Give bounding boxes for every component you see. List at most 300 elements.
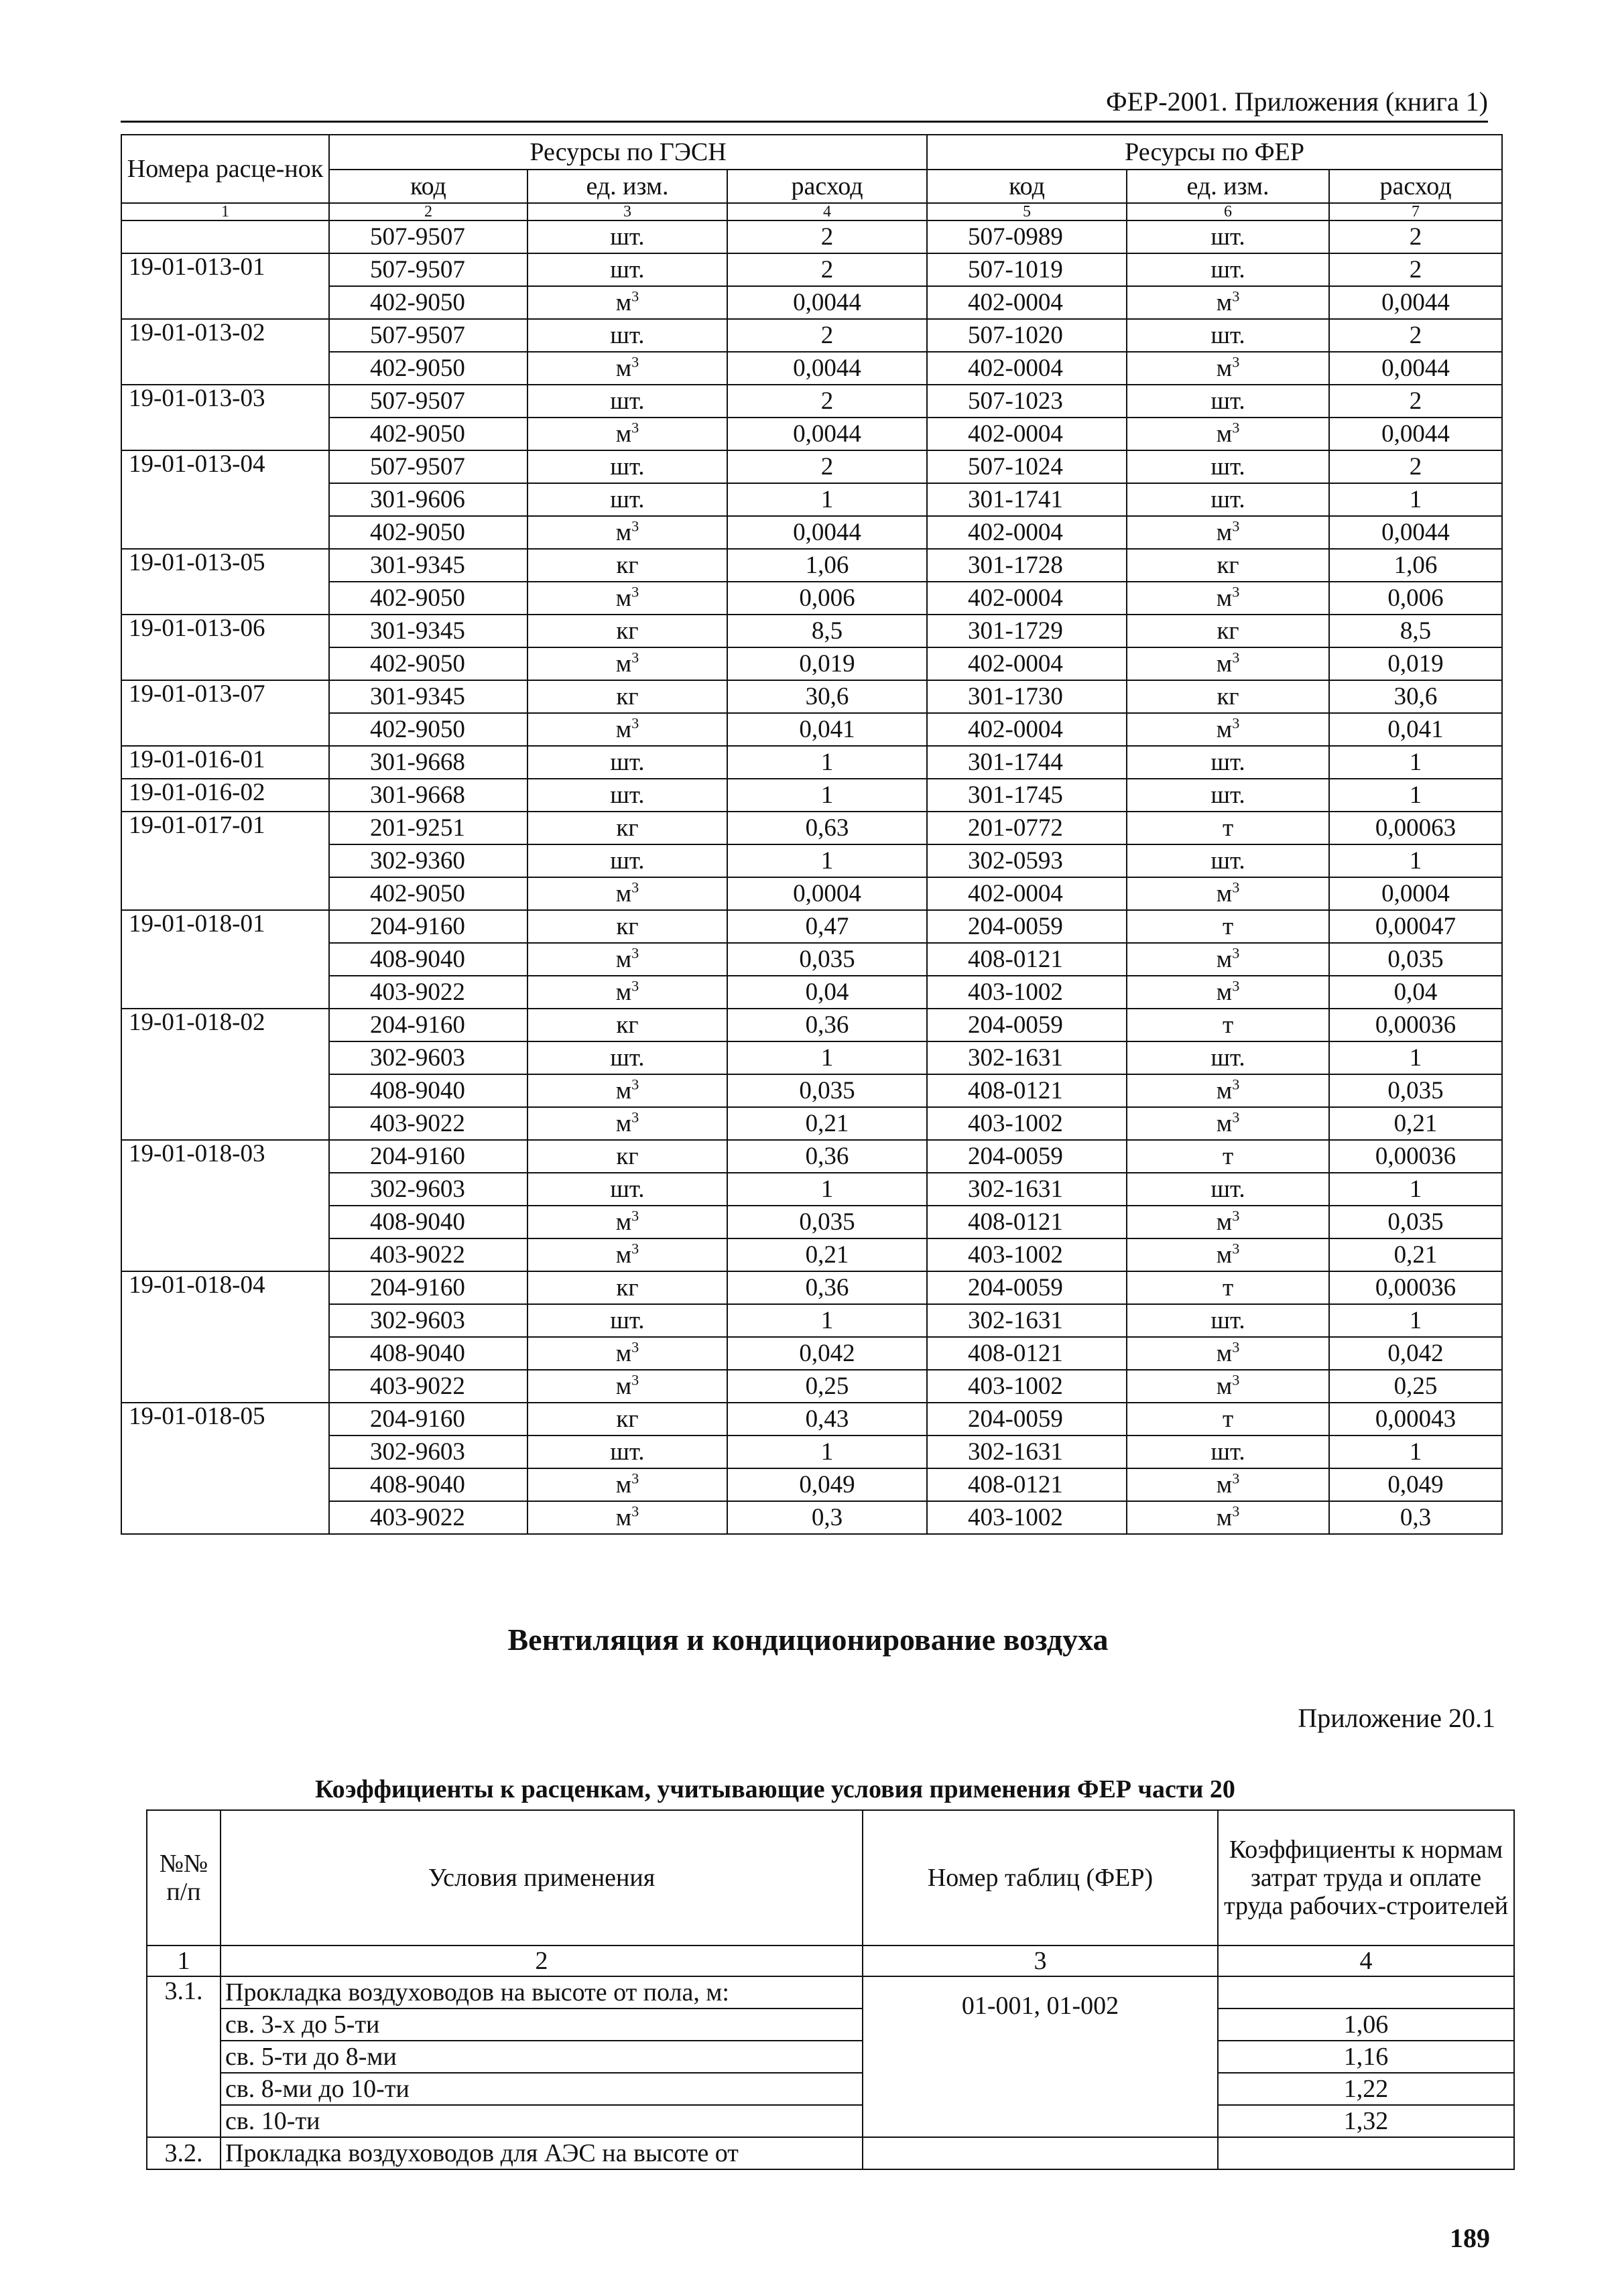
fer-code-cell: 402-0004 [927, 418, 1127, 450]
fer-qty-cell: 2 [1329, 220, 1502, 253]
fer-qty-cell: 1 [1329, 1041, 1502, 1074]
group-gesn-header: Ресурсы по ГЭСН [329, 135, 927, 170]
unit-cell: шт. [527, 1304, 727, 1337]
gesn-qty-cell: 0,035 [727, 1074, 927, 1107]
gesn-qty-cell: 1 [727, 746, 927, 779]
gesn-qty-cell: 1 [727, 1304, 927, 1337]
fer-code-cell: 302-0593 [927, 844, 1127, 877]
unit-superscript: 3 [631, 1240, 639, 1257]
fer-qty-cell: 0,035 [1329, 943, 1502, 976]
gesn-code-cell: 204-9160 [329, 1403, 527, 1436]
unit-cell [527, 647, 727, 680]
unit-cell: шт. [1127, 450, 1329, 483]
gesn-code-cell: 204-9160 [329, 1009, 527, 1041]
unit-base: м [1216, 1339, 1233, 1367]
unit-base: м [1216, 715, 1233, 743]
section-title: Вентиляция и кондиционирование воздуха [507, 1622, 1109, 1657]
fer-qty-cell: 0,00043 [1329, 1403, 1502, 1436]
unit-cell [527, 418, 727, 450]
gesn-qty-cell: 0,049 [727, 1468, 927, 1501]
gesn-code-cell: 403-9022 [329, 1238, 527, 1271]
gesn-code-cell: 302-9603 [329, 1436, 527, 1468]
unit-base: м [1216, 978, 1233, 1006]
unit-base: м [615, 879, 632, 907]
fer-code-cell: 507-1020 [927, 319, 1127, 352]
condition-cell: Прокладка воздуховодов на высоте от пола, м: [221, 1976, 863, 2008]
gesn-qty-cell: 30,6 [727, 680, 927, 713]
unit-base: м [1216, 1240, 1233, 1269]
gesn-qty-cell: 0,21 [727, 1238, 927, 1271]
unit-cell: кг [527, 812, 727, 844]
unit-cell [1127, 352, 1329, 385]
unit-cell: шт. [527, 220, 727, 253]
gesn-code-cell: 402-9050 [329, 713, 527, 746]
unit-base: м [615, 1240, 632, 1269]
unit-superscript: 3 [1232, 944, 1240, 962]
fer-qty-cell: 1 [1329, 844, 1502, 877]
rate-number-cell: 19-01-018-02 [121, 1009, 329, 1140]
unit-cell: кг [1127, 549, 1329, 582]
fer-code-cell: 302-1631 [927, 1304, 1127, 1337]
unit-cell: шт. [1127, 483, 1329, 516]
fer-code-cell: 402-0004 [927, 713, 1127, 746]
fer-qty-cell: 1,06 [1329, 549, 1502, 582]
gesn-code-cell: 402-9050 [329, 582, 527, 615]
unit-cell: т [1127, 910, 1329, 943]
gesn-qty-cell: 0,0044 [727, 352, 927, 385]
gesn-code-cell: 403-9022 [329, 1501, 527, 1534]
gesn-qty-cell: 1 [727, 1436, 927, 1468]
unit-cell: шт. [527, 779, 727, 812]
rate-number-cell [121, 220, 329, 253]
unit-cell: т [1127, 1140, 1329, 1173]
gesn-code-cell: 403-9022 [329, 1107, 527, 1140]
fer-qty-cell: 0,00036 [1329, 1009, 1502, 1041]
fer-qty-cell: 0,04 [1329, 976, 1502, 1009]
sub-code-gesn: код [329, 170, 527, 203]
unit-cell: шт. [527, 746, 727, 779]
fer-code-cell: 402-0004 [927, 352, 1127, 385]
unit-cell [527, 877, 727, 910]
fer-code-cell: 402-0004 [927, 877, 1127, 910]
unit-cell: шт. [527, 483, 727, 516]
unit-cell: шт. [527, 1041, 727, 1074]
unit-cell: шт. [1127, 844, 1329, 877]
gesn-code-cell: 402-9050 [329, 516, 527, 549]
unit-cell [1127, 1370, 1329, 1403]
fer-qty-cell: 0,0044 [1329, 286, 1502, 319]
fer-qty-cell: 1 [1329, 746, 1502, 779]
table-row [121, 450, 1502, 483]
fer-code-cell: 507-0989 [927, 220, 1127, 253]
row-number: 3.2. [147, 2137, 221, 2169]
fer-code-cell: 507-1023 [927, 385, 1127, 418]
unit-superscript: 3 [1232, 1470, 1240, 1487]
fer-code-cell: 507-1024 [927, 450, 1127, 483]
gesn-qty-cell: 0,43 [727, 1403, 927, 1436]
gesn-code-cell: 301-9345 [329, 680, 527, 713]
unit-cell [1127, 1337, 1329, 1370]
coef-cell: 1,06 [1218, 2008, 1514, 2041]
fer-code-cell: 301-1729 [927, 615, 1127, 647]
unit-base: м [615, 945, 632, 973]
table-row [121, 812, 1502, 844]
gesn-qty-cell: 2 [727, 253, 927, 286]
unit-base: м [1216, 1372, 1233, 1400]
col-cond-header: Условия применения [221, 1810, 863, 1946]
unit-cell [527, 1501, 727, 1534]
gesn-qty-cell: 0,0044 [727, 286, 927, 319]
unit-base: м [1216, 1109, 1233, 1137]
fer-code-cell: 402-0004 [927, 516, 1127, 549]
fer-qty-cell: 0,25 [1329, 1370, 1502, 1403]
unit-base: м [615, 1076, 632, 1104]
unit-base: м [1216, 879, 1233, 907]
unit-superscript: 3 [631, 977, 639, 995]
condition-cell: св. 10-ти [221, 2105, 863, 2137]
fer-code-cell: 204-0059 [927, 1009, 1127, 1041]
unit-cell: шт. [1127, 385, 1329, 418]
unit-superscript: 3 [631, 1470, 639, 1487]
fer-qty-cell: 1 [1329, 1304, 1502, 1337]
unit-superscript: 3 [631, 1503, 639, 1520]
unit-cell [1127, 943, 1329, 976]
condition-cell: св. 5-ти до 8-ми [221, 2041, 863, 2073]
table-row [147, 2137, 1514, 2169]
rate-number-cell: 19-01-017-01 [121, 812, 329, 910]
fer-qty-cell: 0,21 [1329, 1107, 1502, 1140]
column-number: 3 [863, 1946, 1218, 1976]
unit-superscript: 3 [1232, 1108, 1240, 1126]
unit-cell: кг [527, 1140, 727, 1173]
unit-superscript: 3 [631, 419, 639, 436]
fer-code-cell: 408-0121 [927, 943, 1127, 976]
fer-code-cell: 201-0772 [927, 812, 1127, 844]
unit-cell [1127, 1107, 1329, 1140]
unit-cell: шт. [527, 319, 727, 352]
unit-cell: шт. [1127, 1041, 1329, 1074]
fer-code-cell: 403-1002 [927, 1370, 1127, 1403]
table-row [121, 385, 1502, 418]
unit-cell: кг [527, 1403, 727, 1436]
condition-cell: св. 8-ми до 10-ти [221, 2073, 863, 2105]
gesn-code-cell: 402-9050 [329, 877, 527, 910]
unit-superscript: 3 [1232, 1207, 1240, 1224]
gesn-qty-cell: 1 [727, 483, 927, 516]
fer-code-cell: 403-1002 [927, 1238, 1127, 1271]
gesn-code-cell: 201-9251 [329, 812, 527, 844]
gesn-code-cell: 204-9160 [329, 1271, 527, 1304]
fer-qty-cell: 1 [1329, 1173, 1502, 1206]
unit-cell [1127, 516, 1329, 549]
unit-cell [527, 1370, 727, 1403]
fer-qty-cell: 0,0044 [1329, 352, 1502, 385]
unit-superscript: 3 [631, 288, 639, 305]
rate-number-cell: 19-01-013-02 [121, 319, 329, 385]
unit-cell [1127, 418, 1329, 450]
table-row [121, 746, 1502, 779]
fer-code-cell: 408-0121 [927, 1337, 1127, 1370]
gesn-code-cell: 301-9606 [329, 483, 527, 516]
gesn-code-cell: 408-9040 [329, 1337, 527, 1370]
gesn-code-cell: 402-9050 [329, 418, 527, 450]
unit-cell [527, 943, 727, 976]
fer-qty-cell: 0,00063 [1329, 812, 1502, 844]
unit-cell: шт. [1127, 319, 1329, 352]
gesn-code-cell: 408-9040 [329, 1468, 527, 1501]
gesn-code-cell: 403-9022 [329, 976, 527, 1009]
condition-cell: Прокладка воздуховодов для АЭС на высоте от [221, 2137, 863, 2169]
unit-base: м [615, 1339, 632, 1367]
column-number: 4 [1218, 1946, 1514, 1976]
rate-number-cell: 19-01-018-03 [121, 1140, 329, 1271]
fer-qty-cell: 0,0004 [1329, 877, 1502, 910]
unit-cell [527, 516, 727, 549]
unit-cell: т [1127, 812, 1329, 844]
coef-cell: 1,22 [1218, 2073, 1514, 2105]
table-row [147, 2073, 1514, 2105]
sub-unit-fer: ед. изм. [1127, 170, 1329, 203]
fer-qty-cell: 0,035 [1329, 1206, 1502, 1238]
column-number: 2 [329, 203, 527, 220]
unit-cell: кг [527, 680, 727, 713]
unit-superscript: 3 [631, 353, 639, 371]
table-row [121, 680, 1502, 713]
unit-superscript: 3 [631, 1076, 639, 1093]
gesn-code-cell: 402-9050 [329, 352, 527, 385]
unit-superscript: 3 [1232, 1371, 1240, 1389]
unit-cell: шт. [1127, 1436, 1329, 1468]
gesn-qty-cell: 0,0044 [727, 516, 927, 549]
fer-code-cell: 204-0059 [927, 1271, 1127, 1304]
unit-base: м [1216, 354, 1233, 382]
rate-number-cell: 19-01-016-02 [121, 779, 329, 812]
unit-cell: шт. [1127, 253, 1329, 286]
unit-cell: шт. [1127, 746, 1329, 779]
gesn-code-cell: 507-9507 [329, 253, 527, 286]
unit-base: м [615, 518, 632, 546]
unit-base: м [615, 1470, 632, 1498]
unit-superscript: 3 [631, 1207, 639, 1224]
rate-number-cell: 19-01-016-01 [121, 746, 329, 779]
fer-qty-cell: 2 [1329, 319, 1502, 352]
fer-code-cell: 402-0004 [927, 286, 1127, 319]
gesn-qty-cell: 0,035 [727, 1206, 927, 1238]
row-number: 3.1. [147, 1976, 221, 2137]
unit-cell: кг [527, 615, 727, 647]
table-row [121, 253, 1502, 286]
column-number-row [121, 203, 1502, 220]
fer-qty-cell: 2 [1329, 253, 1502, 286]
fer-qty-cell: 0,019 [1329, 647, 1502, 680]
fer-code-cell: 408-0121 [927, 1468, 1127, 1501]
table-row [121, 220, 1502, 253]
table-row [121, 1009, 1502, 1041]
unit-superscript: 3 [631, 879, 639, 896]
unit-superscript: 3 [631, 649, 639, 666]
unit-cell: шт. [527, 844, 727, 877]
header-title: ФЕР-2001. Приложения (книга 1) [1106, 86, 1488, 117]
col-table-header: Номер таблиц (ФЕР) [863, 1810, 1218, 1946]
fer-qty-cell: 1 [1329, 483, 1502, 516]
page-number: 189 [1450, 2223, 1490, 2253]
unit-cell: кг [527, 1009, 727, 1041]
appendix-label: Приложение 20.1 [1298, 1703, 1495, 1733]
coef-cell: 1,16 [1218, 2041, 1514, 2073]
unit-cell [527, 976, 727, 1009]
fer-code-cell: 403-1002 [927, 1107, 1127, 1140]
gesn-code-cell: 507-9507 [329, 450, 527, 483]
fer-code-cell: 301-1741 [927, 483, 1127, 516]
unit-superscript: 3 [1232, 1240, 1240, 1257]
coef-cell [1218, 2137, 1514, 2169]
unit-cell: шт. [527, 450, 727, 483]
column-number: 6 [1127, 203, 1329, 220]
fer-qty-cell: 2 [1329, 385, 1502, 418]
table-row [121, 1140, 1502, 1173]
fer-code-cell: 403-1002 [927, 1501, 1127, 1534]
unit-cell: шт. [1127, 779, 1329, 812]
gesn-qty-cell: 2 [727, 450, 927, 483]
gesn-qty-cell: 0,041 [727, 713, 927, 746]
sub-unit-gesn: ед. изм. [527, 170, 727, 203]
unit-base: м [615, 354, 632, 382]
unit-base: м [1216, 1470, 1233, 1498]
fer-code-cell: 204-0059 [927, 910, 1127, 943]
fer-qty-cell: 0,00047 [1329, 910, 1502, 943]
fer-qty-cell: 0,006 [1329, 582, 1502, 615]
table-row [147, 2008, 1514, 2041]
unit-base: м [615, 1208, 632, 1236]
table-row [147, 1976, 1514, 2008]
gesn-code-cell: 301-9668 [329, 746, 527, 779]
unit-cell [527, 582, 727, 615]
unit-cell: т [1127, 1403, 1329, 1436]
unit-base: м [1216, 649, 1233, 678]
gesn-code-cell: 302-9360 [329, 844, 527, 877]
unit-superscript: 3 [1232, 353, 1240, 371]
col-num-header: №№ п/п [147, 1810, 221, 1946]
unit-cell: кг [527, 549, 727, 582]
unit-cell [527, 286, 727, 319]
unit-superscript: 3 [1232, 517, 1240, 535]
fer-qty-cell: 8,5 [1329, 615, 1502, 647]
table-row [121, 1271, 1502, 1304]
unit-base: м [615, 420, 632, 448]
rate-number-cell: 19-01-018-04 [121, 1271, 329, 1403]
gesn-qty-cell: 8,5 [727, 615, 927, 647]
table-row [121, 549, 1502, 582]
fer-code-cell: 302-1631 [927, 1436, 1127, 1468]
unit-cell [527, 1107, 727, 1140]
unit-superscript: 3 [1232, 649, 1240, 666]
table-row [147, 2105, 1514, 2137]
fer-qty-cell: 0,0044 [1329, 418, 1502, 450]
fer-code-cell: 402-0004 [927, 647, 1127, 680]
gesn-code-cell: 302-9603 [329, 1173, 527, 1206]
fer-code-cell: 408-0121 [927, 1074, 1127, 1107]
gesn-code-cell: 402-9050 [329, 647, 527, 680]
gesn-code-cell: 301-9668 [329, 779, 527, 812]
unit-cell [1127, 286, 1329, 319]
unit-superscript: 3 [1232, 977, 1240, 995]
unit-base: м [615, 649, 632, 678]
fer-code-cell: 408-0121 [927, 1206, 1127, 1238]
unit-cell: кг [1127, 615, 1329, 647]
unit-superscript: 3 [631, 1108, 639, 1126]
fer-code-cell: 301-1728 [927, 549, 1127, 582]
rate-number-cell: 19-01-013-03 [121, 385, 329, 450]
gesn-code-cell: 302-9603 [329, 1304, 527, 1337]
unit-superscript: 3 [631, 944, 639, 962]
unit-cell [1127, 1468, 1329, 1501]
gesn-qty-cell: 1 [727, 779, 927, 812]
rate-number-cell: 19-01-013-07 [121, 680, 329, 746]
unit-cell [1127, 1501, 1329, 1534]
fer-qty-cell: 1 [1329, 1436, 1502, 1468]
unit-cell [1127, 647, 1329, 680]
table-row [121, 319, 1502, 352]
fer-qty-cell: 1 [1329, 779, 1502, 812]
table-row [121, 779, 1502, 812]
column-number: 2 [221, 1946, 863, 1976]
fer-code-cell: 204-0059 [927, 1140, 1127, 1173]
coefficients-table [146, 1809, 1515, 2170]
unit-superscript: 3 [631, 517, 639, 535]
unit-cell: шт. [527, 1173, 727, 1206]
sub-code-fer: код [927, 170, 1127, 203]
unit-cell: т [1127, 1271, 1329, 1304]
fer-qty-cell: 0,042 [1329, 1337, 1502, 1370]
gesn-code-cell: 408-9040 [329, 1074, 527, 1107]
unit-cell: шт. [527, 253, 727, 286]
fer-code-cell: 301-1730 [927, 680, 1127, 713]
fer-qty-cell: 0,00036 [1329, 1271, 1502, 1304]
unit-cell [527, 1337, 727, 1370]
unit-base: м [1216, 1208, 1233, 1236]
gesn-code-cell: 301-9345 [329, 549, 527, 582]
unit-cell [527, 1468, 727, 1501]
unit-cell [527, 1074, 727, 1107]
group-fer-header: Ресурсы по ФЕР [927, 135, 1502, 170]
unit-cell [1127, 1206, 1329, 1238]
fer-qty-cell: 2 [1329, 450, 1502, 483]
unit-base: м [615, 584, 632, 612]
gesn-qty-cell: 0,006 [727, 582, 927, 615]
sub-qty-gesn: расход [727, 170, 927, 203]
unit-superscript: 3 [1232, 419, 1240, 436]
fer-qty-cell: 0,035 [1329, 1074, 1502, 1107]
fer-code-cell: 507-1019 [927, 253, 1127, 286]
fer-qty-cell: 0,3 [1329, 1501, 1502, 1534]
gesn-code-cell: 403-9022 [329, 1370, 527, 1403]
unit-cell [1127, 1238, 1329, 1271]
condition-cell: св. 3-х до 5-ти [221, 2008, 863, 2041]
unit-base: м [1216, 1503, 1233, 1531]
gesn-code-cell: 302-9603 [329, 1041, 527, 1074]
unit-superscript: 3 [631, 1371, 639, 1389]
fer-qty-cell: 0,00036 [1329, 1140, 1502, 1173]
col-coef-header: Коэффициенты к нормам затрат труда и оплате труда рабочих-строителей [1218, 1810, 1514, 1946]
column-number: 1 [147, 1946, 221, 1976]
fer-code-cell: 301-1744 [927, 746, 1127, 779]
gesn-qty-cell: 0,63 [727, 812, 927, 844]
unit-base: м [615, 978, 632, 1006]
gesn-qty-cell: 0,36 [727, 1271, 927, 1304]
table-number-cell [863, 2137, 1218, 2169]
coef-cell: 1,32 [1218, 2105, 1514, 2137]
rate-number-cell: 19-01-013-05 [121, 549, 329, 615]
